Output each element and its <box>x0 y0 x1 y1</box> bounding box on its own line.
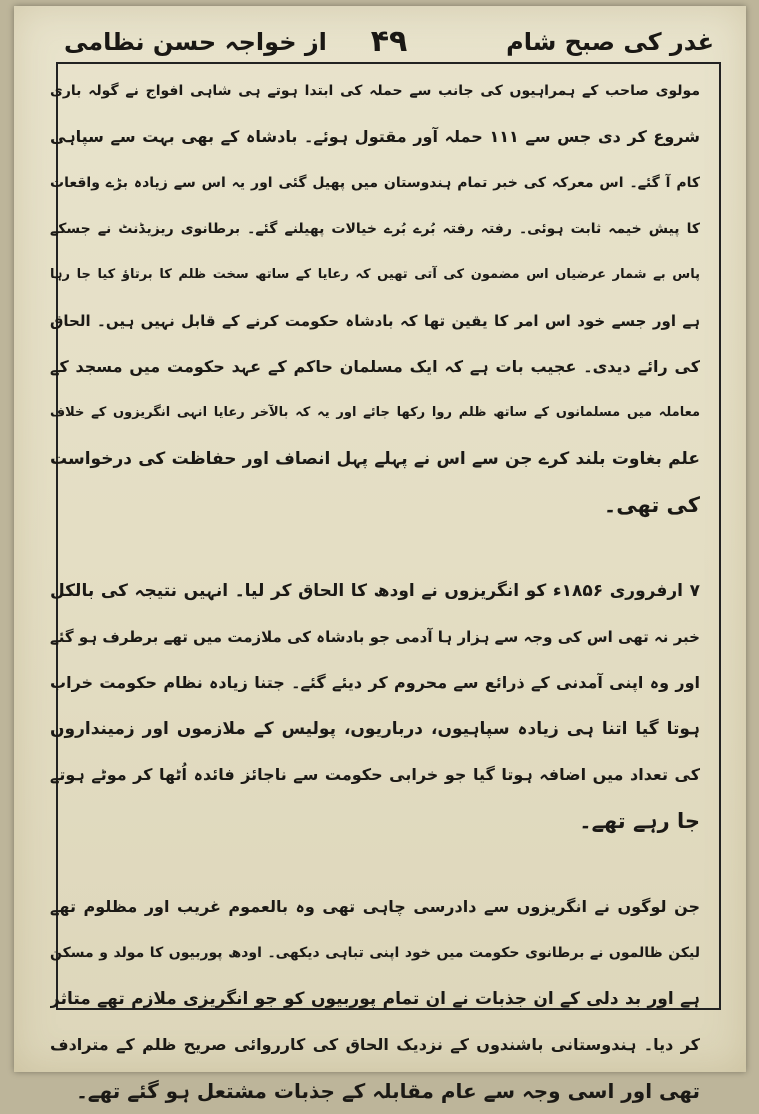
text-line: مولوی صاحب کے ہمراہیوں کی جانب سے حملہ کی ابتدا ہوتے ہی شاہی افواج نے گولہ باری <box>50 83 700 99</box>
text-line: کی تھی۔ <box>603 493 700 517</box>
text-line: کی رائے دیدی۔ عجیب بات ہے کہ ایک مسلمان حاکم کے عہد حکومت میں مسجد کے <box>50 357 700 376</box>
text-line: ہے اور جسے خود اس امر کا یقین تھا کہ بادشاہ حکومت کرنے کے قابل نہیں ہیں۔ الحاق <box>50 312 700 330</box>
text-line: جا رہے تھے۔ <box>579 809 700 833</box>
text-line: کا پیش خیمہ ثابت ہوئی۔ رفتہ رفتہ بُرے بُرے خیالات پھیلنے گئے۔ برطانوی ریزیڈنٹ نے جسکے <box>50 221 700 237</box>
paragraph-2 <box>50 568 700 844</box>
paragraph-gap <box>50 528 700 568</box>
text-line: شروع کر دی جس سے ۱۱۱ حملہ آور مقتول ہوئے۔ بادشاہ کے بھی بہت سے سپاہی <box>50 127 700 146</box>
text-line: معاملہ میں مسلمانوں کے ساتھ ظلم روا رکھا جائے اور یہ کہ بالآخر رعایا انہی انگریزوں کے خلاف <box>50 405 700 420</box>
text-line: خبر نہ تھی اس کی وجہ سے ہزار ہا آدمی جو بادشاہ کی ملازمت میں تھے برطرف ہو گئے <box>50 628 700 646</box>
text-line: ہے اور بد دلی کے ان جذبات نے ان تمام پوربیوں کو جو انگریزی ملازم تھے متاثر <box>50 989 700 1009</box>
text-line: تھی اور اسی وجہ سے عام مقابلہ کے جذبات مشتعل ہو گئے تھے۔ <box>76 1079 700 1103</box>
text-line: کام آ گئے۔ اس معرکہ کی خبر تمام ہندوستان میں پھیل گئی اور یہ اس سے زیادہ بڑے واقعات <box>50 175 700 191</box>
text-line: علم بغاوت بلند کرے جن سے اس نے پہلے پہل انصاف اور حفاظت کی درخواست <box>50 449 700 469</box>
paragraph-gap <box>50 844 700 884</box>
page-number: ۴۹ <box>370 24 408 59</box>
text-line: ہوتا گیا اتنا ہی زیادہ سپاہیوں، درباریوں، پولیس کے ملازموں اور زمینداروں <box>50 719 700 739</box>
author-name: از خواجہ حسن نظامی <box>64 28 327 56</box>
text-line: اور وہ اپنی آمدنی کے ذرائع سے محروم کر دیئے گئے۔ جتنا زیادہ نظام حکومت خراب <box>50 673 700 692</box>
text-line: کی تعداد میں اضافہ ہوتا گیا جو خرابی حکومت سے ناجائز فائدہ اُٹھا کر موٹے ہوتے <box>50 765 700 784</box>
text-line: لیکن ظالموں نے برطانوی حکومت میں خود اپنی تباہی دیکھی۔ اودھ پوربیوں کا مولد و مسکن <box>50 945 700 961</box>
body-text <box>50 68 700 1114</box>
paragraph-1 <box>50 68 700 528</box>
book-title: غدر کی صبح شام <box>506 28 714 56</box>
text-line: پاس بے شمار عرضیاں اس مضمون کی آتی تھیں کہ رعایا کے ساتھ سخت ظلم کا برتاؤ کیا جا رہا <box>50 267 700 282</box>
text-line: جن لوگوں نے انگریزوں سے دادرسی چاہی تھی وہ بالعموم غریب اور مظلوم تھے <box>50 897 700 916</box>
text-line: ۷ ارفروری ۱۸۵۶ء کو انگریزوں نے اودھ کا الحاق کر لیا۔ انہیں نتیجہ کی بالکل <box>50 581 700 601</box>
text-line: کر دیا۔ ہندوستانی باشندوں کے نزدیک الحاق کی کارروائی صریح ظلم کے مترادف <box>50 1035 700 1054</box>
